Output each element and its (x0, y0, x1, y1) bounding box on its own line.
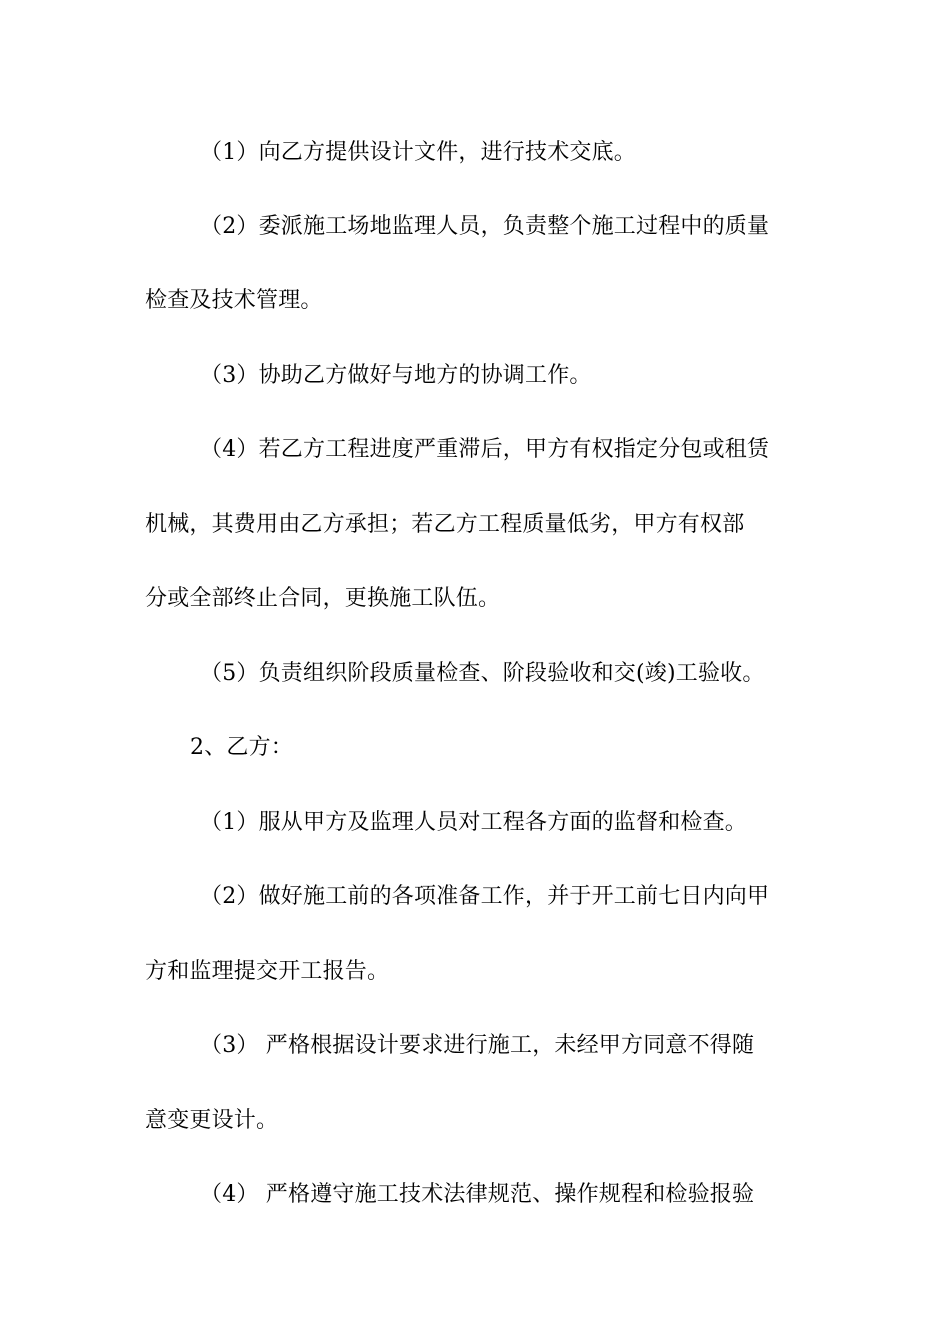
text-line-15: （4） 严格遵守施工技术法律规范、操作规程和检验报验 (200, 1182, 755, 1207)
text-line-4: （3）协助乙方做好与地方的协调工作。 (200, 363, 592, 388)
text-line-13: （3） 严格根据设计要求进行施工，未经甲方同意不得随 (200, 1033, 755, 1058)
text-line-2: （2）委派施工场地监理人员，负责整个施工过程中的质量 (200, 214, 770, 239)
text-line-11: （2）做好施工前的各项准备工作，并于开工前七日内向甲 (200, 884, 770, 909)
text-line-14: 意变更设计。 (145, 1108, 279, 1133)
text-line-1: （1）向乙方提供设计文件，进行技术交底。 (200, 140, 636, 165)
text-line-10: （1）服从甲方及监理人员对工程各方面的监督和检查。 (200, 810, 747, 835)
section-heading: 2、乙方： (190, 735, 293, 760)
text-line-12: 方和监理提交开工报告。 (145, 959, 390, 984)
text-line-7: 分或全部终止合同，更换施工队伍。 (145, 586, 501, 611)
text-line-8: （5）负责组织阶段质量检查、阶段验收和交(竣)工验收。 (200, 661, 765, 686)
text-line-3: 检查及技术管理。 (145, 288, 323, 313)
text-line-6: 机械，其费用由乙方承担；若乙方工程质量低劣，甲方有权部 (145, 512, 745, 537)
text-line-5: （4）若乙方工程进度严重滞后，甲方有权指定分包或租赁 (200, 437, 770, 462)
